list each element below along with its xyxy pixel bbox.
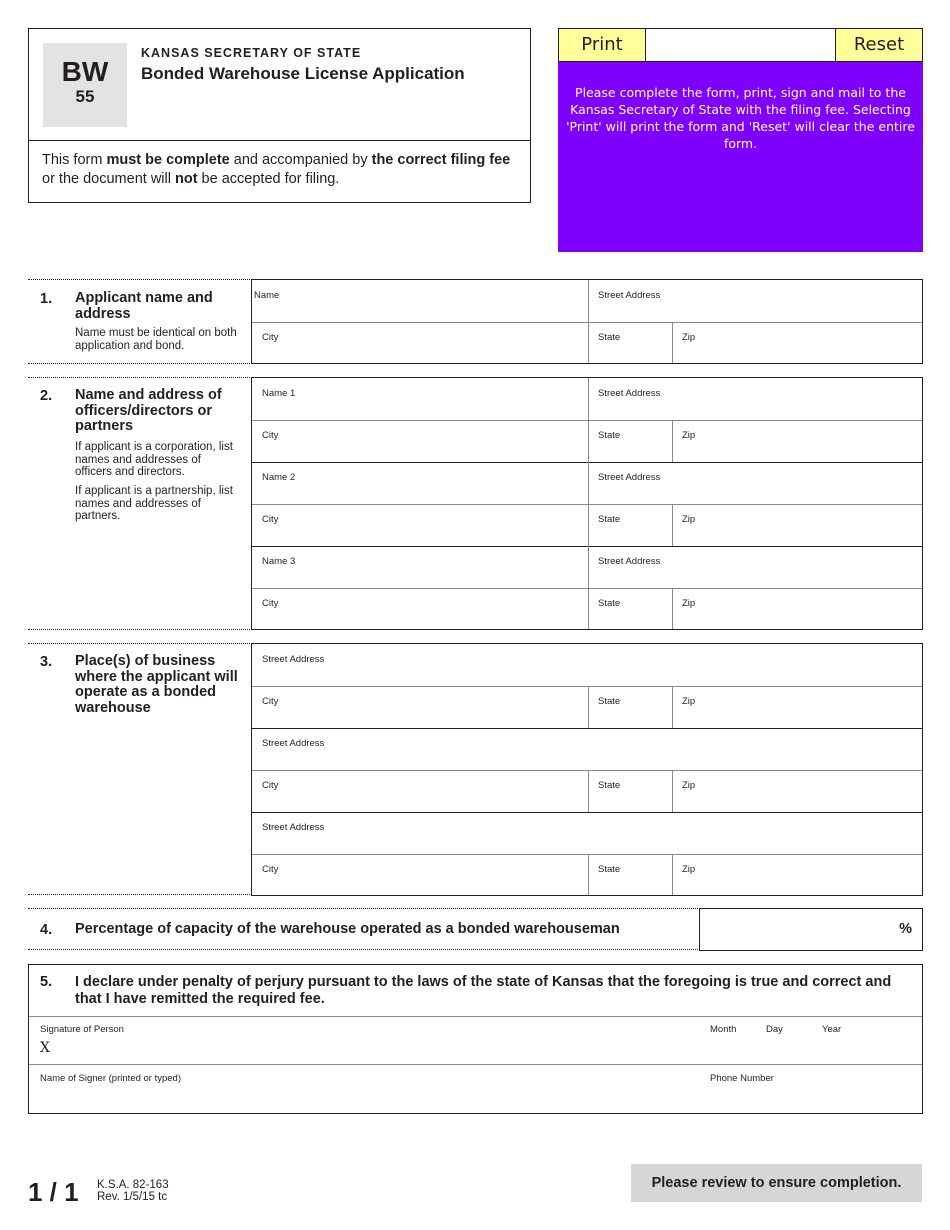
section-number: 4. <box>40 922 53 938</box>
print-button[interactable]: Print <box>558 28 646 62</box>
grid-line <box>672 770 673 812</box>
section-title: Applicant name and address <box>75 290 213 322</box>
officer-state-field[interactable]: State <box>598 514 621 525</box>
statute-text: K.S.A. 82-163 <box>97 1179 169 1191</box>
grid-line <box>672 504 673 546</box>
officers-fields <box>251 377 923 630</box>
location-zip-field[interactable]: Zip <box>682 780 696 791</box>
section-divider <box>28 643 252 644</box>
filing-requirement-note: This form must be complete and accompanied by the correct filing fee or the document will not be accepted for filing. <box>42 152 511 187</box>
officer-street-field[interactable]: Street Address <box>598 472 661 483</box>
signer-name-label: Name of Signer (printed or typed) <box>40 1073 181 1084</box>
location-state-field[interactable]: State <box>598 780 621 791</box>
phone-field[interactable] <box>699 1064 922 1113</box>
officer-name-field[interactable]: Name 2 <box>262 472 296 483</box>
grid-line <box>252 770 922 771</box>
grid-line <box>588 854 589 895</box>
toolbar-spacer <box>646 28 835 62</box>
form-header <box>28 28 531 203</box>
grid-line <box>252 322 922 323</box>
officer-city-field[interactable]: City <box>262 598 279 609</box>
grid-line <box>672 854 673 895</box>
instructions-panel: Please complete the form, print, sign and mail to the Kansas Secretary of State with the filing fee. Selecting 'Print' will print the form and 'Reset' will clear the entire form. <box>558 62 923 252</box>
declaration-box <box>28 964 923 1114</box>
statute-reference <box>97 1179 169 1203</box>
page-indicator: 1 / 1 <box>28 1177 79 1207</box>
street-address-field[interactable]: Street Address <box>598 290 661 301</box>
officer-zip-field[interactable]: Zip <box>682 430 696 441</box>
signature-mark: X <box>40 1040 50 1056</box>
grid-line <box>672 686 673 728</box>
review-reminder: Please review to ensure completion. <box>631 1164 922 1202</box>
day-label: Day <box>766 1024 783 1035</box>
grid-line <box>252 588 922 589</box>
revision-text: Rev. 1/5/15 tc <box>97 1191 168 1203</box>
officer-name-field[interactable]: Name 3 <box>262 556 296 567</box>
grid-line <box>252 686 922 687</box>
form-number: 55 <box>75 87 95 106</box>
location-state-field[interactable]: State <box>598 696 621 707</box>
section-divider <box>28 894 252 895</box>
location-street-field[interactable]: Street Address <box>262 822 325 833</box>
location-street-field[interactable]: Street Address <box>262 654 325 665</box>
year-label: Year <box>822 1024 842 1035</box>
officer-city-field[interactable]: City <box>262 430 279 441</box>
officer-name-field[interactable]: Name 1 <box>262 388 296 399</box>
name-field[interactable]: Name <box>254 290 280 301</box>
state-field[interactable]: State <box>598 332 621 343</box>
officer-street-field[interactable]: Street Address <box>598 388 661 399</box>
location-city-field[interactable]: City <box>262 696 279 707</box>
location-state-field[interactable]: State <box>598 864 621 875</box>
applicant-fields <box>251 279 923 364</box>
location-street-field[interactable]: Street Address <box>262 738 325 749</box>
section-divider <box>28 377 252 378</box>
grid-line <box>252 546 922 547</box>
section-number: 2. <box>40 388 53 404</box>
section-divider <box>28 908 700 909</box>
grid-line <box>588 378 589 629</box>
grid-line <box>252 462 922 463</box>
grid-line <box>588 686 589 728</box>
form-code-badge <box>43 43 127 127</box>
business-locations-fields <box>251 643 923 896</box>
capacity-percentage-field[interactable] <box>699 908 923 951</box>
section-divider <box>28 279 252 280</box>
signature-field[interactable] <box>29 1016 699 1064</box>
location-zip-field[interactable]: Zip <box>682 696 696 707</box>
officer-zip-field[interactable]: Zip <box>682 514 696 525</box>
grid-line <box>672 420 673 462</box>
grid-line <box>252 812 922 813</box>
header-divider <box>29 140 530 141</box>
section-title: Percentage of capacity of the warehouse operated as a bonded warehouseman <box>75 921 620 937</box>
section-number: 3. <box>40 654 53 670</box>
section-number: 1. <box>40 291 53 307</box>
section-note: If applicant is a corporation, list names and addresses of officers and directors. <box>75 441 233 478</box>
grid-line <box>588 280 589 363</box>
zip-field[interactable]: Zip <box>682 332 696 343</box>
officer-city-field[interactable]: City <box>262 514 279 525</box>
officer-street-field[interactable]: Street Address <box>598 556 661 567</box>
section-title: Name and address of officers/directors or partners <box>75 387 222 434</box>
month-label: Month <box>710 1024 737 1035</box>
location-zip-field[interactable]: Zip <box>682 864 696 875</box>
signer-name-field[interactable] <box>29 1064 699 1113</box>
section-divider <box>28 363 252 364</box>
date-field[interactable] <box>699 1016 922 1064</box>
officer-state-field[interactable]: State <box>598 430 621 441</box>
grid-line <box>588 770 589 812</box>
location-city-field[interactable]: City <box>262 864 279 875</box>
officer-zip-field[interactable]: Zip <box>682 598 696 609</box>
officer-state-field[interactable]: State <box>598 598 621 609</box>
city-field[interactable]: City <box>262 332 279 343</box>
grid-line <box>252 728 922 729</box>
phone-label: Phone Number <box>710 1073 774 1084</box>
section-divider <box>28 949 700 950</box>
declaration-text: I declare under penalty of perjury pursuant to the laws of the state of Kansas that the foregoing is true and correct and that I have remitted the required fee. <box>75 974 892 1007</box>
grid-line <box>252 854 922 855</box>
location-city-field[interactable]: City <box>262 780 279 791</box>
section-number: 5. <box>40 974 53 990</box>
grid-line <box>252 504 922 505</box>
form-code: BW <box>61 56 109 87</box>
grid-line <box>672 322 673 363</box>
grid-line <box>252 420 922 421</box>
signature-label: Signature of Person <box>40 1024 124 1035</box>
percent-unit: % <box>899 921 912 937</box>
grid-line <box>672 588 673 629</box>
section-note: Name must be identical on both application and bond. <box>75 327 237 352</box>
page-title: Bonded Warehouse License Application <box>141 64 465 83</box>
section-divider <box>28 629 252 630</box>
section-note: If applicant is a partnership, list names and addresses of partners. <box>75 485 233 522</box>
agency-name: KANSAS SECRETARY OF STATE <box>141 46 362 60</box>
reset-button[interactable]: Reset <box>835 28 923 62</box>
section-title: Place(s) of business where the applicant will operate as a bonded warehouse <box>75 653 238 716</box>
